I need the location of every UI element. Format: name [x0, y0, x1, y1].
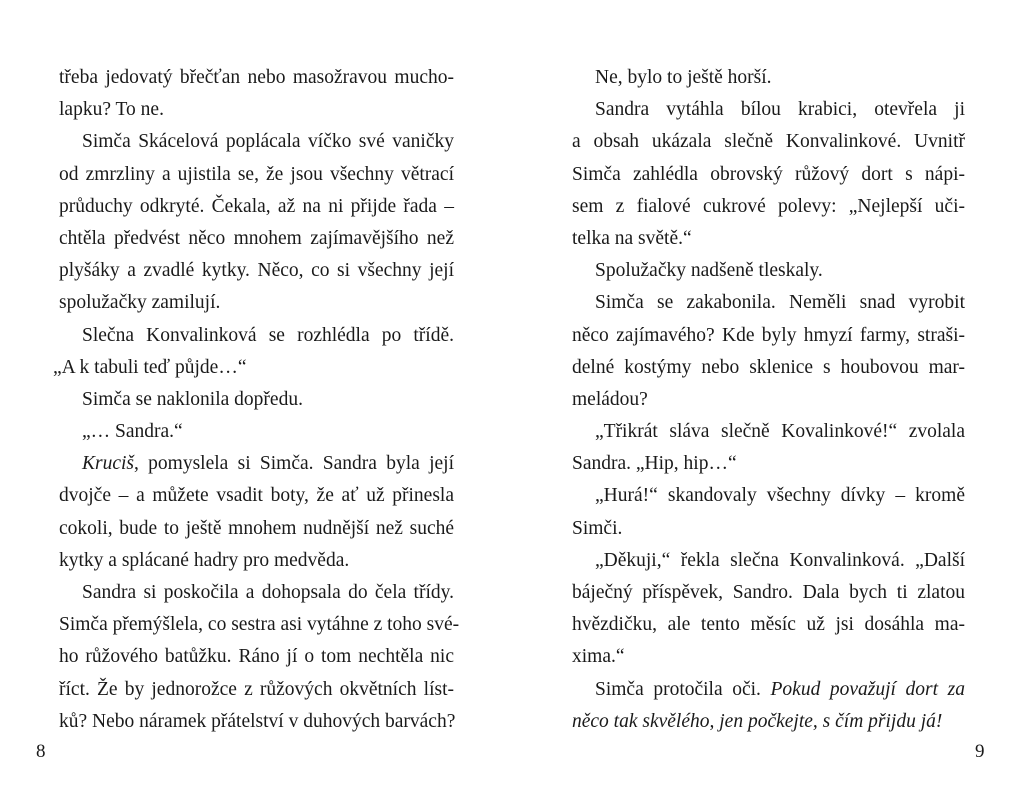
text-line-mixed: [572, 674, 965, 706]
text-line: dvojče – a můžete vsadit boty, že ať už přinesla: [59, 485, 454, 507]
text-line: meládou?: [572, 388, 648, 410]
text-line: xima.“: [572, 646, 625, 668]
text-line: Sandra vytáhla bílou krabici, otevřela ji: [595, 99, 965, 121]
text-line: třeba jedovatý břečťan nebo masožravou mucho-: [59, 67, 454, 88]
italic-thought: Pokud považují dort za: [770, 678, 965, 700]
text-line: něco zajímavého? Kde byly hmyzí farmy, straši-: [572, 324, 965, 346]
page-number-left: 8: [36, 741, 46, 762]
text-line: „Třikrát sláva slečně Kovalinkové!“ zvolala: [595, 421, 965, 443]
text-line: Simči.: [572, 517, 623, 539]
text-line: sem z fialové cukrové polevy: „Nejlepší uči-: [572, 195, 965, 217]
text-line-mixed: [59, 448, 454, 480]
text-line: Sandra si poskočila a dohopsala do čela třídy.: [82, 582, 454, 603]
text-line: Slečna Konvalinková se rozhlédla po třídě.: [82, 324, 454, 346]
text-line: „Hurá!“ skandovaly všechny dívky – kromě: [595, 485, 965, 507]
text-line: lapku? To ne.: [59, 99, 164, 121]
text-line: Simča přemýšlela, co sestra asi vytáhne z toho své-: [59, 614, 460, 636]
text-line: hvězdičku, ale tento měsíc už jsi dosáhla ma-: [572, 614, 965, 636]
left-page: [53, 62, 460, 738]
text-line: Simča zahlédla obrovský růžový dort s nápi-: [572, 163, 965, 185]
text-line: plyšáky a zvadlé kytky. Něco, co si všechny její: [59, 260, 454, 282]
text-line: Spolužačky nadšeně tleskaly.: [595, 260, 823, 282]
text-span: Simča protočila oči.: [595, 678, 771, 700]
text-line: Ne, bylo to ještě horší.: [595, 67, 772, 88]
italic-thought: něco tak skvělého, jen počkejte, s čím přijdu já!: [572, 710, 943, 732]
text-line: Sandra. „Hip, hip…“: [572, 453, 737, 475]
text-line: telka na světě.“: [572, 227, 692, 249]
right-page: [572, 62, 965, 738]
text-span: , pomyslela si Simča. Sandra byla její: [134, 453, 454, 475]
text-line: cokoli, bude to ještě mnohem nudnější než suché: [59, 517, 454, 539]
text-line: a obsah ukázala slečně Konvalinkové. Uvnitř: [572, 131, 965, 153]
text-line: „… Sandra.“: [82, 421, 183, 443]
text-line: chtěla předvést něco mnohem zajímavějšího než: [59, 227, 454, 249]
text-line: „Děkuji,“ řekla slečna Konvalinková. „Další: [595, 549, 965, 571]
text-line: Simča Skácelová poplácala víčko své vaničky: [82, 131, 454, 153]
text-line: ků? Nebo náramek přátelství v duhových barvách?: [59, 710, 456, 732]
text-line: spolužačky zamilují.: [59, 292, 221, 314]
page-number-right: 9: [975, 741, 985, 762]
text-line: kytky a splácané hadry pro medvěda.: [59, 549, 350, 571]
text-line: Simča se naklonila dopředu.: [82, 388, 303, 410]
text-line: Simča se zakabonila. Neměli snad vyrobit: [595, 292, 965, 314]
text-line: ho růžového batůžku. Ráno jí o tom nechtěla nic: [59, 646, 454, 668]
text-line: průduchy odkryté. Čekala, až na ni přijde řada –: [59, 195, 454, 217]
text-line: říct. Že by jednorožce z růžových okvětních líst-: [59, 678, 454, 700]
text-line: delné kostýmy nebo sklenice s houbovou mar-: [572, 356, 965, 378]
italic-thought: Kruciš: [82, 453, 135, 475]
text-line: báječný příspěvek, Sandro. Dala bych ti zlatou: [572, 582, 965, 603]
text-line: od zmrzliny a ujistila se, že jsou všechny větrací: [59, 163, 454, 185]
text-line: „A k tabuli teď půjde…“: [53, 356, 247, 378]
text-line-italic: [572, 706, 965, 738]
